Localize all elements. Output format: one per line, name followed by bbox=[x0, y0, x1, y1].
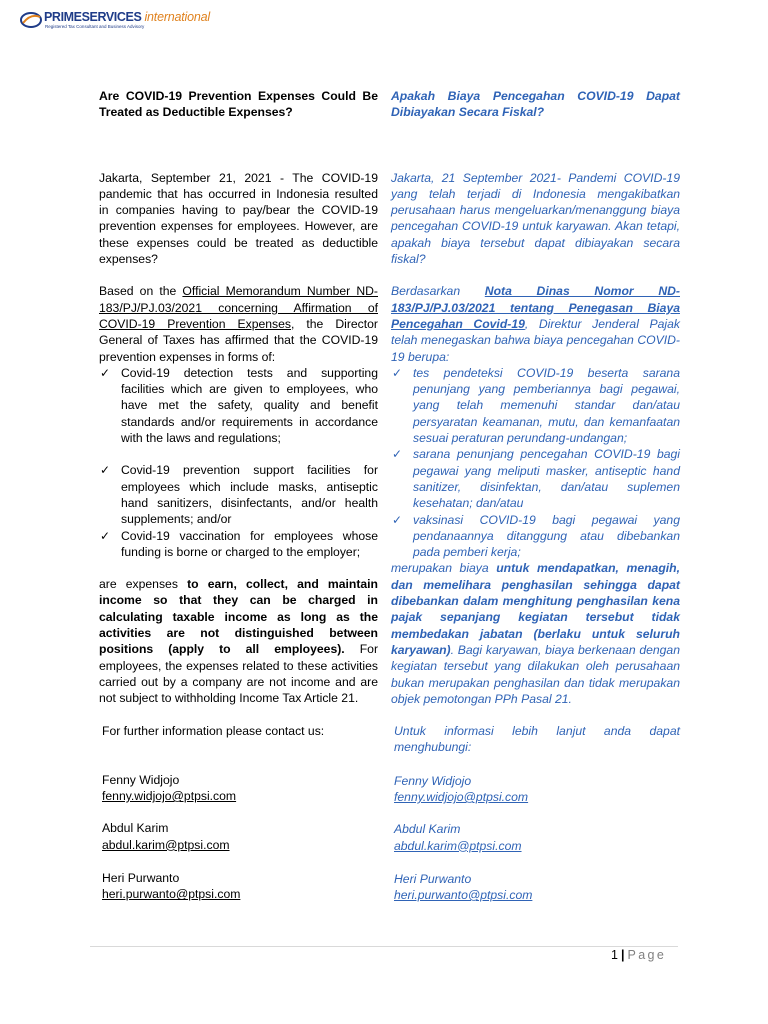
footer-divider bbox=[90, 946, 678, 947]
company-logo bbox=[20, 10, 210, 32]
english-basis bbox=[99, 283, 378, 364]
english-item-text: Covid-19 prevention support facilities for employees which include masks, antiseptic hand sanitizers, disinfectants, and/or health supplements; and/or bbox=[121, 463, 378, 527]
indonesian-item-text: vaksinasi COVID-19 bagi pegawai yang pendanaannya ditanggung atau dibebankan pada pemberi kerja; bbox=[413, 512, 680, 560]
indonesian-contact-block bbox=[391, 723, 680, 903]
list-item bbox=[391, 365, 680, 446]
english-item-text: Covid-19 detection tests and supporting facilities which are given to employees, who have met the safety, quality and benefit standards and/or requirements in accordance with the laws and regulations; bbox=[121, 365, 378, 446]
contact-name: Fenny Widjojo bbox=[394, 773, 472, 788]
list-item bbox=[391, 446, 680, 511]
nota-dinas-link[interactable]: Nota Dinas Nomor ND-183/PJ/PJ.03/2021 tentang Penegasan Biaya Pencegahan Covid-19 bbox=[391, 284, 680, 331]
contact-name: Heri Purwanto bbox=[102, 870, 180, 885]
indonesian-column bbox=[391, 88, 680, 903]
indonesian-concl-pre: merupakan biaya bbox=[391, 561, 497, 576]
contact-email-link[interactable]: fenny.widjojo@ptpsi.com bbox=[102, 789, 237, 804]
list-item bbox=[99, 528, 378, 561]
indonesian-concl-post: . Bagi karyawan, biaya berkenaan dengan kegiatan tersebut yang dilakukan oleh perusahaan bukan merupakan penghasilan dan tidak merupakan objek pemotongan PPh Pasal 21. bbox=[391, 642, 680, 706]
indonesian-contact-intro: Untuk informasi lebih lanjut anda dapat menghubungi: bbox=[394, 724, 680, 755]
english-expense-list bbox=[99, 365, 378, 560]
page-separator: | bbox=[620, 948, 625, 962]
english-title: Are COVID-19 Prevention Expenses Could Be Treated as Deductible Expenses? bbox=[99, 89, 378, 120]
english-concl-pre: are expenses bbox=[99, 577, 188, 592]
logo-name: PRIMESERVICES bbox=[44, 10, 142, 24]
indonesian-expense-list bbox=[391, 365, 680, 561]
contact-name: Heri Purwanto bbox=[394, 871, 472, 886]
indonesian-basis-pre: Berdasarkan bbox=[391, 284, 485, 299]
contact-email-link[interactable]: heri.purwanto@ptpsi.com bbox=[394, 888, 533, 903]
list-item bbox=[99, 365, 378, 446]
english-basis-post: , the Director General of Taxes has affirmed that the COVID-19 prevention expenses in forms of: bbox=[99, 316, 378, 364]
english-intro: Jakarta, September 21, 2021 - The COVID-19 pandemic that has occurred in Indonesia resulted in companies having to pay/bear the COVID-19 prevention expenses for employees. However, are these expenses could be treated as deductible expenses? bbox=[99, 170, 378, 267]
indonesian-title: Apakah Biaya Pencegahan COVID-19 Dapat Dibiayakan Secara Fiskal? bbox=[391, 89, 680, 120]
contact-email-link[interactable]: heri.purwanto@ptpsi.com bbox=[102, 887, 241, 902]
contact-name: Fenny Widjojo bbox=[102, 772, 180, 787]
logo-suffix: international bbox=[144, 10, 210, 24]
memorandum-link[interactable]: Official Memorandum Number ND-183/PJ/PJ.03/2021 concerning Affirmation of COVID-19 Prevention Expenses bbox=[99, 284, 378, 331]
indonesian-conclusion bbox=[391, 560, 680, 707]
english-conclusion bbox=[99, 576, 378, 706]
page-label: Page bbox=[627, 948, 667, 962]
contact-email-link[interactable]: abdul.karim@ptpsi.com bbox=[394, 838, 522, 853]
english-column bbox=[99, 88, 378, 903]
list-item bbox=[391, 512, 680, 561]
english-contact-block bbox=[99, 723, 378, 903]
logo-tagline: Registered Tax Consultant and Business Advisory bbox=[45, 24, 145, 29]
indonesian-basis-post: , Direktur Jenderal Pajak telah menegaskan bahwa biaya pencegahan COVID-19 berupa: bbox=[391, 316, 681, 364]
english-concl-post: For employees, the expenses related to these activities carried out by a company are not income and are not subject to withholding Income Tax Article 21. bbox=[99, 642, 378, 706]
list-item bbox=[99, 462, 378, 527]
checkmark-icon: ✓ bbox=[100, 365, 111, 380]
contact-name: Abdul Karim bbox=[102, 821, 169, 836]
logo-text bbox=[44, 10, 210, 24]
checkmark-icon: ✓ bbox=[100, 463, 111, 478]
checkmark-icon: ✓ bbox=[392, 512, 403, 527]
english-item-text: Covid-19 vaccination for employees whose funding is borne or charged to the employer; bbox=[121, 528, 378, 559]
page-number bbox=[611, 948, 666, 962]
contact-email-link[interactable]: abdul.karim@ptpsi.com bbox=[102, 837, 230, 852]
indonesian-intro: Jakarta, 21 September 2021- Pandemi COVID-19 yang telah terjadi di Indonesia mengakibatkan perusahaan harus mengeluarkan/menanggung biaya pencegahan COVID-19 untuk karyawan. Akan tetapi, apakah biaya tersebut dapat dibiayakan secara fiskal? bbox=[391, 170, 680, 267]
english-concl-bold: to earn, collect, and maintain income so that they can be charged in calculating taxable income as long as the activities are not distinguished between positions (apply to all employees). bbox=[99, 577, 379, 657]
page-number-value: 1 bbox=[611, 948, 618, 962]
contact-email-link[interactable]: fenny.widjojo@ptpsi.com bbox=[394, 789, 529, 804]
logo-swoosh-icon bbox=[20, 11, 42, 29]
indonesian-item-text: sarana penunjang pencegahan COVID-19 bagi pegawai yang meliputi masker, antiseptic hand sanitizer, disinfektan, dan/atau suplemen kesehatan; dan/atau bbox=[413, 447, 680, 511]
indonesian-basis bbox=[391, 283, 680, 364]
checkmark-icon: ✓ bbox=[100, 528, 111, 543]
english-contact-intro: For further information please contact us: bbox=[102, 723, 325, 738]
indonesian-item-text: tes pendeteksi COVID-19 beserta sarana penunjang yang pemberiannya bagi pegawai, yang telah memenuhi standar dan/atau persyaratan keamanan, mutu, dan kemanfaatan sesuai peraturan perundang-undangan; bbox=[413, 365, 680, 446]
checkmark-icon: ✓ bbox=[392, 365, 403, 380]
checkmark-icon: ✓ bbox=[392, 447, 403, 462]
contact-name: Abdul Karim bbox=[394, 822, 461, 837]
english-basis-pre: Based on the bbox=[99, 284, 183, 299]
indonesian-concl-bold: untuk mendapatkan, menagih, dan memelihara penghasilan sehingga dapat dibebankan dalam menghitung penghasilan kena pajak sepanjang kegiatan tersebut tidak membedakan jabatan (berlaku untuk seluruh karyawan) bbox=[391, 561, 680, 657]
